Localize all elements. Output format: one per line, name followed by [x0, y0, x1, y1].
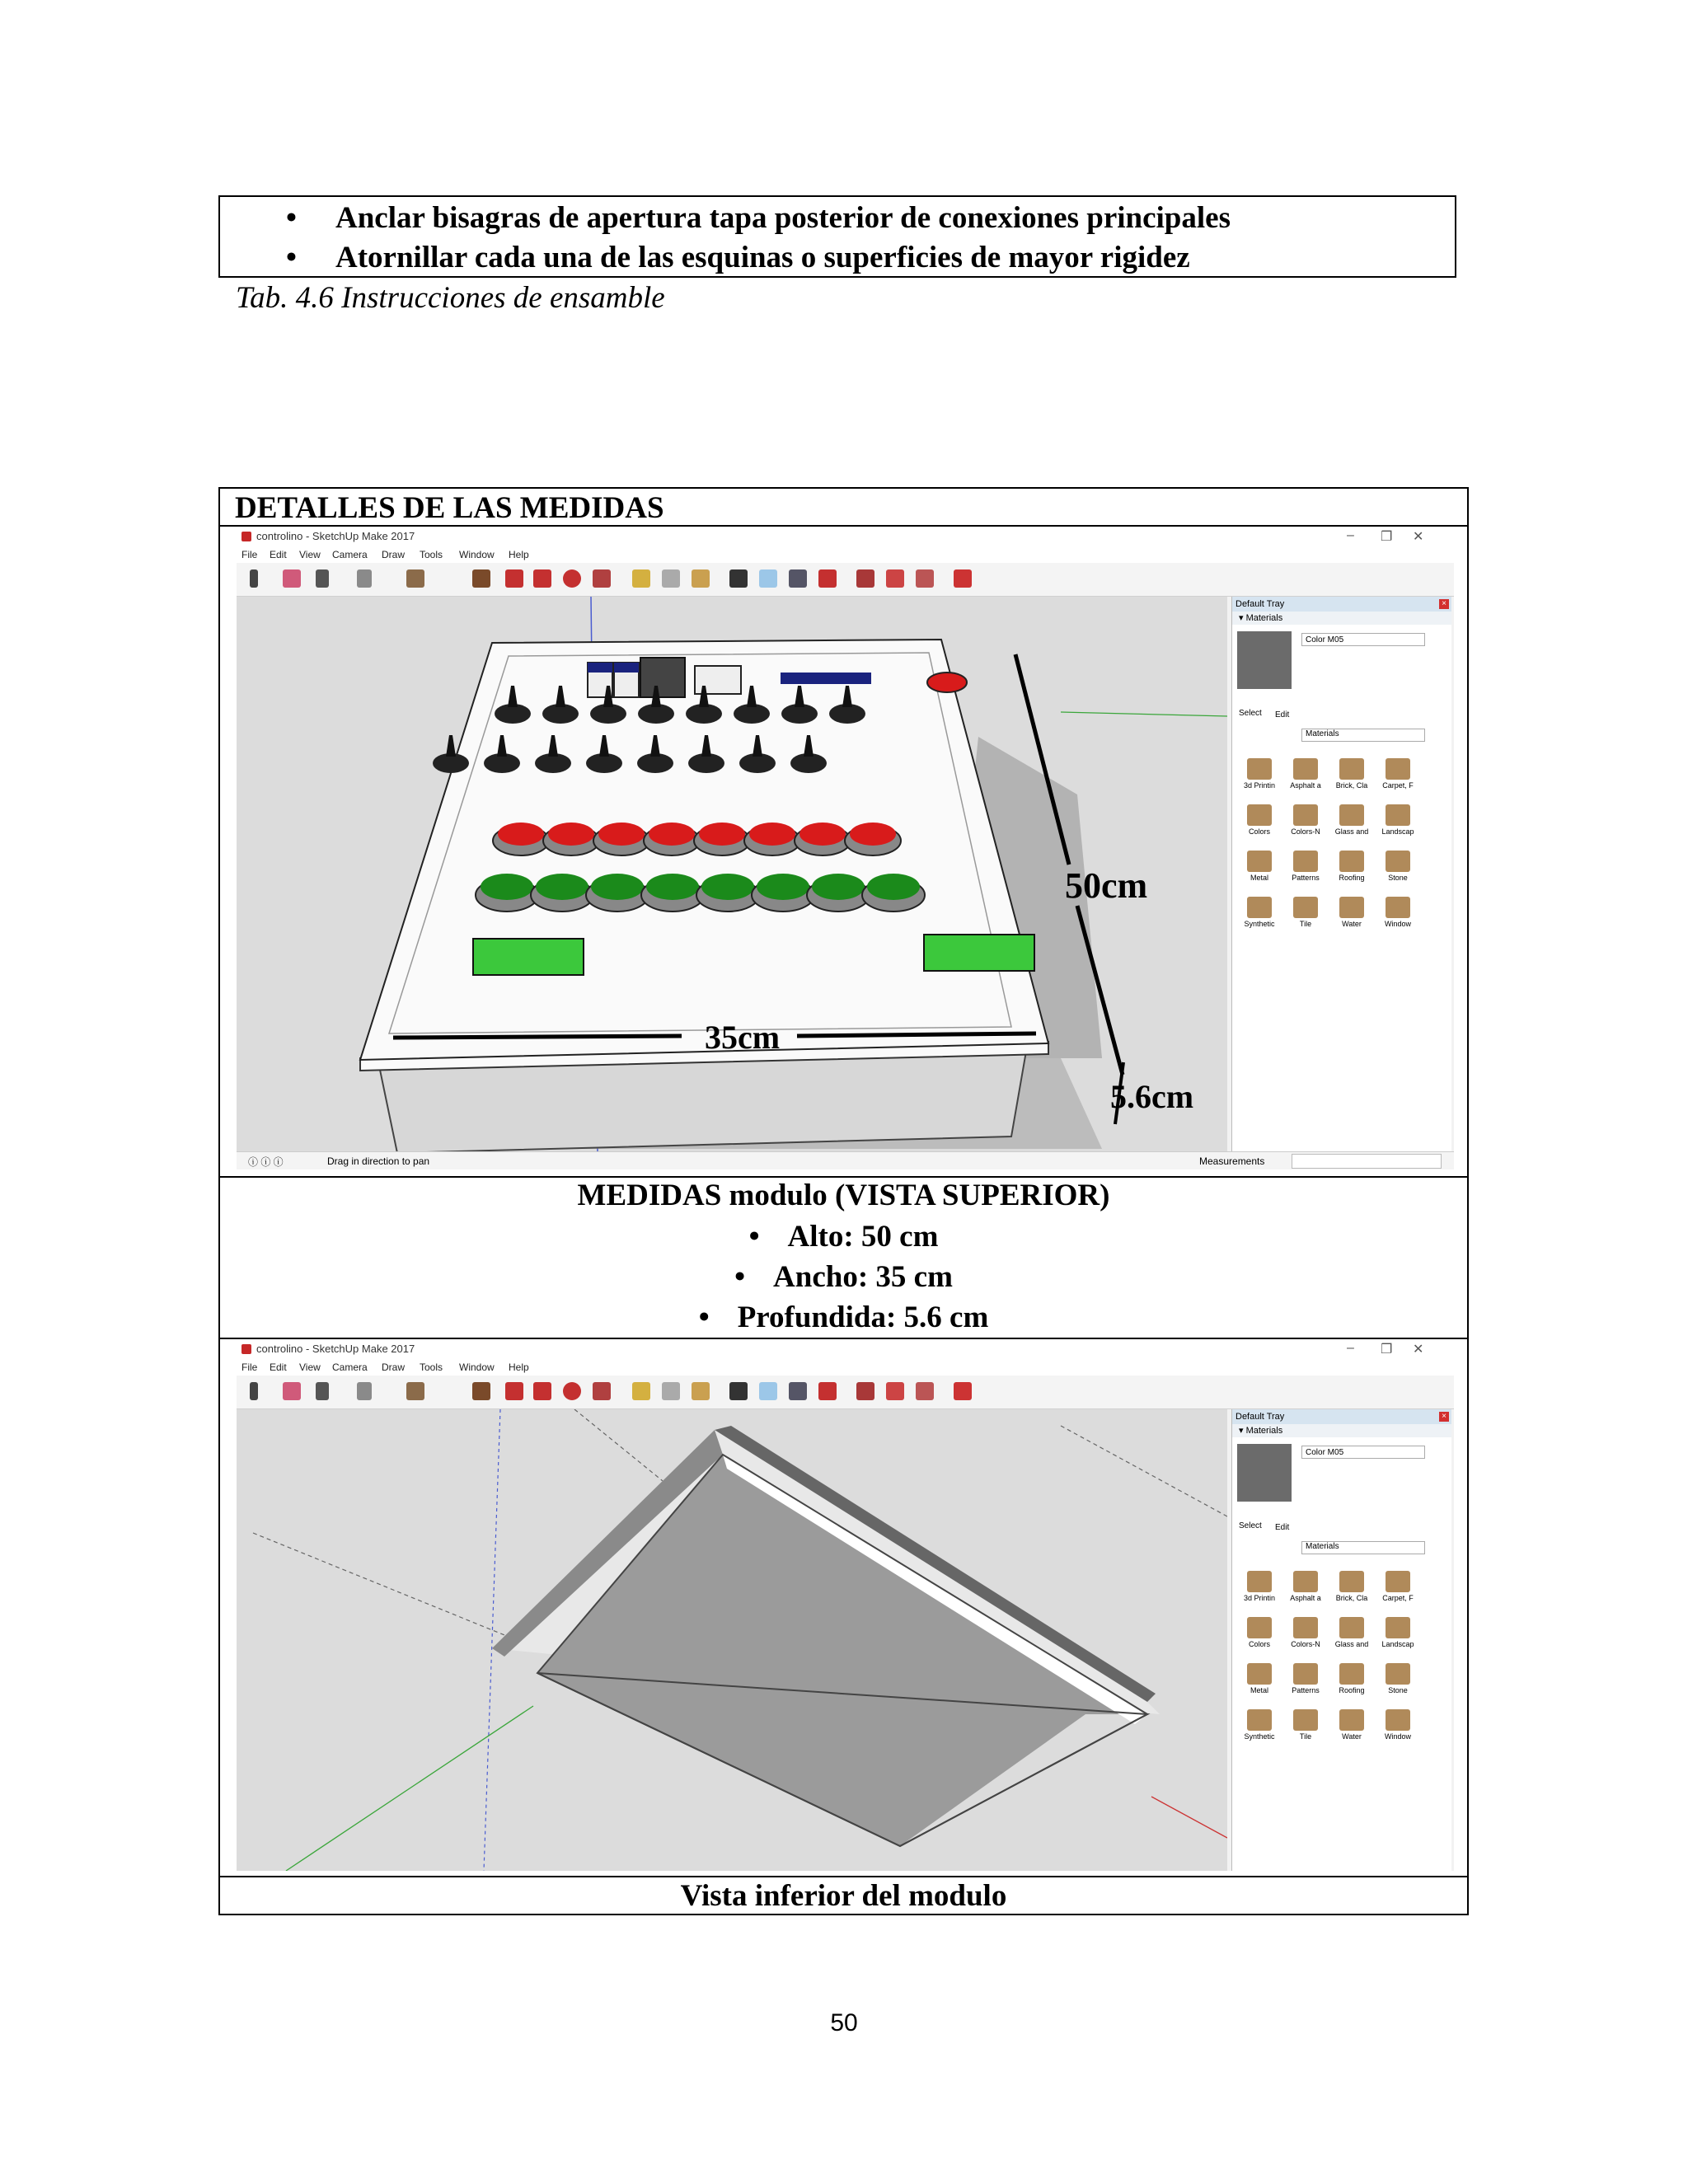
material-item[interactable]: 3d Printin — [1237, 1566, 1282, 1609]
material-icon — [1293, 804, 1318, 826]
components-icon[interactable] — [886, 569, 904, 588]
rotate-tool-icon[interactable] — [563, 1382, 581, 1400]
material-icon — [1386, 1663, 1410, 1685]
material-icon — [1339, 1617, 1364, 1638]
material-item[interactable]: Colors-N — [1283, 799, 1328, 842]
terminal-connector-right — [924, 935, 1034, 971]
warehouse-icon[interactable] — [856, 1382, 874, 1400]
material-item[interactable]: Synthetic — [1237, 1704, 1282, 1747]
lcd-display — [781, 673, 871, 684]
orbit-tool-icon[interactable] — [729, 569, 748, 588]
default-tray — [1231, 597, 1451, 1152]
menu-bar — [237, 1359, 1454, 1376]
material-icon — [1293, 758, 1318, 780]
pencil-tool-icon[interactable] — [316, 1382, 329, 1400]
extension-icon[interactable] — [954, 569, 972, 588]
close-button[interactable]: ✕ — [1413, 1343, 1424, 1357]
tab-edit[interactable]: Edit — [1275, 1523, 1290, 1532]
materials-grid — [1237, 1566, 1427, 1739]
material-item[interactable]: Tile — [1283, 1704, 1328, 1747]
material-item[interactable]: Metal — [1237, 846, 1282, 888]
material-icon — [1293, 1571, 1318, 1592]
menu-draw[interactable]: Draw — [382, 1361, 406, 1373]
measure-text: Profundida: 5.6 cm — [737, 1301, 989, 1334]
arc-tool-icon[interactable] — [357, 1382, 372, 1400]
material-icon — [1386, 804, 1410, 826]
menu-file[interactable]: File — [241, 549, 258, 560]
material-item[interactable]: Glass and — [1329, 799, 1374, 842]
menu-window[interactable]: Window — [459, 549, 495, 560]
pan-tool-icon[interactable] — [759, 1382, 777, 1400]
material-item[interactable]: Landscap — [1376, 799, 1420, 842]
material-name-input[interactable]: Color M05 — [1301, 633, 1425, 646]
tape-tool-icon[interactable] — [632, 569, 650, 588]
material-icon — [1293, 1617, 1318, 1638]
menu-bar — [237, 546, 1454, 563]
followme-tool-icon[interactable] — [505, 1382, 523, 1400]
material-item[interactable]: Carpet, F — [1376, 753, 1420, 796]
bullet-glyph: • — [748, 1220, 760, 1254]
paint-tool-icon[interactable] — [692, 569, 710, 588]
material-item[interactable]: Roofing — [1329, 846, 1374, 888]
instruction-item — [286, 240, 1190, 275]
table-divider — [220, 1876, 1467, 1877]
measure-text: Ancho: 35 cm — [773, 1260, 953, 1294]
toolbar — [237, 1376, 1454, 1409]
library-dropdown[interactable]: Materials — [1301, 1541, 1425, 1554]
material-icon — [1247, 897, 1272, 918]
measures-heading: MEDIDAS modulo (VISTA SUPERIOR) — [577, 1179, 1110, 1212]
menu-edit[interactable]: Edit — [270, 1361, 287, 1373]
material-item[interactable]: Patterns — [1283, 1658, 1328, 1701]
blue-axis — [484, 1409, 500, 1871]
menu-draw[interactable]: Draw — [382, 549, 406, 560]
pencil-tool-icon[interactable] — [316, 569, 329, 588]
instruction-text: Anclar bisagras de apertura tapa posterior de conexiones principales — [335, 201, 1231, 235]
axis-dashed — [1061, 1426, 1227, 1516]
material-icon — [1247, 1709, 1272, 1731]
material-icon — [1247, 1617, 1272, 1638]
bottom-view-model — [237, 1409, 1227, 1871]
menu-camera[interactable]: Camera — [332, 549, 368, 560]
shape-tool-icon[interactable] — [406, 1382, 424, 1400]
bullet-glyph: • — [734, 1260, 746, 1294]
orbit-tool-icon[interactable] — [729, 1382, 748, 1400]
menu-help[interactable]: Help — [509, 1361, 529, 1373]
bullet-glyph: • — [286, 241, 297, 274]
material-item[interactable]: Roofing — [1329, 1658, 1374, 1701]
sketchup-screenshot-bottom — [237, 1339, 1454, 1871]
material-item[interactable]: Landscap — [1376, 1612, 1420, 1655]
measure-text: Alto: 50 cm — [787, 1220, 939, 1254]
minimize-button[interactable]: – — [1347, 528, 1354, 542]
followme-tool-icon[interactable] — [505, 569, 523, 588]
menu-view[interactable]: View — [299, 549, 321, 560]
relay-cap — [588, 663, 612, 673]
material-swatch — [1237, 1444, 1292, 1502]
materials-grid — [1237, 753, 1427, 926]
width-label: 35cm — [705, 1019, 781, 1056]
bullet-glyph: • — [286, 201, 297, 235]
menu-tools[interactable]: Tools — [420, 549, 443, 560]
measures-table — [218, 487, 1469, 1915]
material-item[interactable]: Stone — [1376, 1658, 1420, 1701]
material-icon — [1386, 851, 1410, 872]
material-icon — [1247, 1663, 1272, 1685]
toolbar — [237, 563, 1454, 597]
material-item[interactable]: Carpet, F — [1376, 1566, 1420, 1609]
status-text: Drag in direction to pan — [327, 1155, 430, 1167]
material-item[interactable]: Colors — [1237, 1612, 1282, 1655]
material-icon — [1339, 897, 1364, 918]
material-icon — [1293, 1709, 1318, 1731]
material-icon — [1386, 1571, 1410, 1592]
text-tool-icon[interactable] — [662, 1382, 680, 1400]
default-tray — [1231, 1409, 1451, 1871]
scale-tool-icon[interactable] — [593, 1382, 611, 1400]
zoom-tool-icon[interactable] — [789, 569, 807, 588]
tray-close-icon[interactable]: × — [1439, 599, 1449, 609]
select-tool-icon[interactable] — [250, 569, 258, 588]
warehouse-icon[interactable] — [856, 569, 874, 588]
restore-button[interactable]: ❐ — [1381, 1343, 1393, 1357]
3d-viewport[interactable] — [237, 1409, 1227, 1871]
material-icon — [1293, 897, 1318, 918]
instruction-box — [218, 195, 1456, 278]
select-tool-icon[interactable] — [250, 1382, 258, 1400]
green-axis — [1061, 712, 1227, 716]
green-axis — [286, 1706, 533, 1871]
move-tool-icon[interactable] — [533, 569, 551, 588]
material-item[interactable]: Window — [1376, 892, 1420, 935]
relay-cap — [614, 663, 639, 673]
terminal-connector-left — [473, 939, 584, 975]
material-item[interactable]: Metal — [1237, 1658, 1282, 1701]
tray-section[interactable]: ▾ Materials — [1232, 1424, 1451, 1437]
library-dropdown[interactable]: Materials — [1301, 729, 1425, 742]
status-bar — [237, 1151, 1454, 1169]
axis-dashed — [253, 1533, 517, 1640]
material-item[interactable]: Tile — [1283, 892, 1328, 935]
material-icon — [1293, 1663, 1318, 1685]
zoom-extents-icon[interactable] — [818, 569, 837, 588]
material-icon — [1339, 1571, 1364, 1592]
menu-help[interactable]: Help — [509, 549, 529, 560]
share-icon[interactable] — [916, 1382, 934, 1400]
extension-icon[interactable] — [954, 1382, 972, 1400]
tray-title: Default Tray — [1236, 1412, 1285, 1422]
material-icon — [1386, 1617, 1410, 1638]
material-item[interactable]: Window — [1376, 1704, 1420, 1747]
close-button[interactable]: ✕ — [1413, 530, 1424, 544]
material-item[interactable]: Synthetic — [1237, 892, 1282, 935]
red-indicator — [927, 673, 967, 692]
material-item[interactable]: Stone — [1376, 846, 1420, 888]
material-item[interactable]: 3d Printin — [1237, 753, 1282, 796]
top-view-model — [237, 597, 1227, 1152]
tray-title: Default Tray — [1236, 599, 1285, 609]
material-item[interactable]: Patterns — [1283, 846, 1328, 888]
material-icon — [1386, 897, 1410, 918]
pushpull-tool-icon[interactable] — [472, 569, 490, 588]
measurements-label: Measurements — [1199, 1155, 1265, 1167]
material-icon — [1247, 1571, 1272, 1592]
paint-tool-icon[interactable] — [692, 1382, 710, 1400]
material-icon — [1247, 851, 1272, 872]
zoom-tool-icon[interactable] — [789, 1382, 807, 1400]
material-item[interactable]: Water — [1329, 1704, 1374, 1747]
depth-label: 5.6cm — [1110, 1078, 1194, 1115]
pushpull-tool-icon[interactable] — [472, 1382, 490, 1400]
menu-file[interactable]: File — [241, 1361, 258, 1373]
material-icon — [1386, 1709, 1410, 1731]
table-caption: Tab. 4.6 Instrucciones de ensamble — [236, 281, 665, 315]
material-name-input[interactable]: Color M05 — [1301, 1446, 1425, 1459]
info-icon[interactable]: ⓘ ⓘ ⓘ — [248, 1156, 284, 1168]
eraser-tool-icon[interactable] — [283, 569, 301, 588]
power-module — [640, 658, 685, 697]
sketchup-logo-icon — [241, 1344, 251, 1354]
window-titlebar — [237, 527, 1454, 546]
height-label: 50cm — [1065, 865, 1148, 906]
material-icon — [1339, 758, 1364, 780]
material-icon — [1293, 851, 1318, 872]
pan-tool-icon[interactable] — [759, 569, 777, 588]
window-title: controlino - SketchUp Make 2017 — [256, 530, 415, 542]
menu-window[interactable]: Window — [459, 1361, 495, 1373]
red-axis — [1151, 1797, 1227, 1838]
restore-button[interactable]: ❐ — [1381, 530, 1393, 544]
sketchup-logo-icon — [241, 532, 251, 541]
3d-viewport[interactable] — [237, 597, 1227, 1152]
tray-section[interactable]: ▾ Materials — [1232, 612, 1451, 625]
menu-tools[interactable]: Tools — [420, 1361, 443, 1373]
eraser-tool-icon[interactable] — [283, 1382, 301, 1400]
tab-select[interactable]: Select — [1239, 709, 1262, 718]
tray-close-icon[interactable]: × — [1439, 1412, 1449, 1422]
instruction-item — [286, 200, 1231, 236]
material-icon — [1247, 758, 1272, 780]
material-icon — [1339, 804, 1364, 826]
material-item[interactable]: Colors-N — [1283, 1612, 1328, 1655]
measure-item — [220, 1259, 1467, 1295]
sketchup-screenshot-top — [237, 527, 1454, 1169]
rotate-tool-icon[interactable] — [563, 569, 581, 588]
tab-select[interactable]: Select — [1239, 1521, 1262, 1530]
material-swatch — [1237, 631, 1292, 689]
material-item[interactable]: Brick, Cla — [1329, 1566, 1374, 1609]
material-icon — [1247, 804, 1272, 826]
window-titlebar — [237, 1339, 1454, 1359]
menu-edit[interactable]: Edit — [270, 549, 287, 560]
material-item[interactable]: Asphalt a — [1283, 753, 1328, 796]
share-icon[interactable] — [916, 569, 934, 588]
measure-item — [220, 1219, 1467, 1254]
material-icon — [1339, 1663, 1364, 1685]
shape-tool-icon[interactable] — [406, 569, 424, 588]
material-icon — [1339, 1709, 1364, 1731]
material-item[interactable]: Asphalt a — [1283, 1566, 1328, 1609]
menu-camera[interactable]: Camera — [332, 1361, 368, 1373]
tape-tool-icon[interactable] — [632, 1382, 650, 1400]
material-item[interactable]: Water — [1329, 892, 1374, 935]
width-dimension-line — [797, 1033, 1036, 1036]
measure-item — [220, 1300, 1467, 1335]
components-icon[interactable] — [886, 1382, 904, 1400]
material-icon — [1339, 851, 1364, 872]
menu-view[interactable]: View — [299, 1361, 321, 1373]
measurements-input[interactable] — [1292, 1154, 1442, 1169]
zoom-extents-icon[interactable] — [818, 1382, 837, 1400]
move-tool-icon[interactable] — [533, 1382, 551, 1400]
material-icon — [1386, 758, 1410, 780]
window-title: controlino - SketchUp Make 2017 — [256, 1343, 415, 1355]
scale-tool-icon[interactable] — [593, 569, 611, 588]
bottom-view-caption: Vista inferior del modulo — [680, 1879, 1007, 1913]
text-tool-icon[interactable] — [662, 569, 680, 588]
material-item[interactable]: Colors — [1237, 799, 1282, 842]
bullet-glyph: • — [698, 1301, 710, 1334]
minimize-button[interactable]: – — [1347, 1341, 1354, 1355]
instruction-text: Atornillar cada una de las esquinas o superficies de mayor rigidez — [335, 241, 1190, 274]
material-item[interactable]: Brick, Cla — [1329, 753, 1374, 796]
material-item[interactable]: Glass and — [1329, 1612, 1374, 1655]
tab-edit[interactable]: Edit — [1275, 710, 1290, 719]
table-title: DETALLES DE LAS MEDIDAS — [235, 491, 664, 525]
width-dimension-line — [393, 1036, 682, 1038]
page-number: 50 — [830, 2009, 858, 2036]
arc-tool-icon[interactable] — [357, 569, 372, 588]
